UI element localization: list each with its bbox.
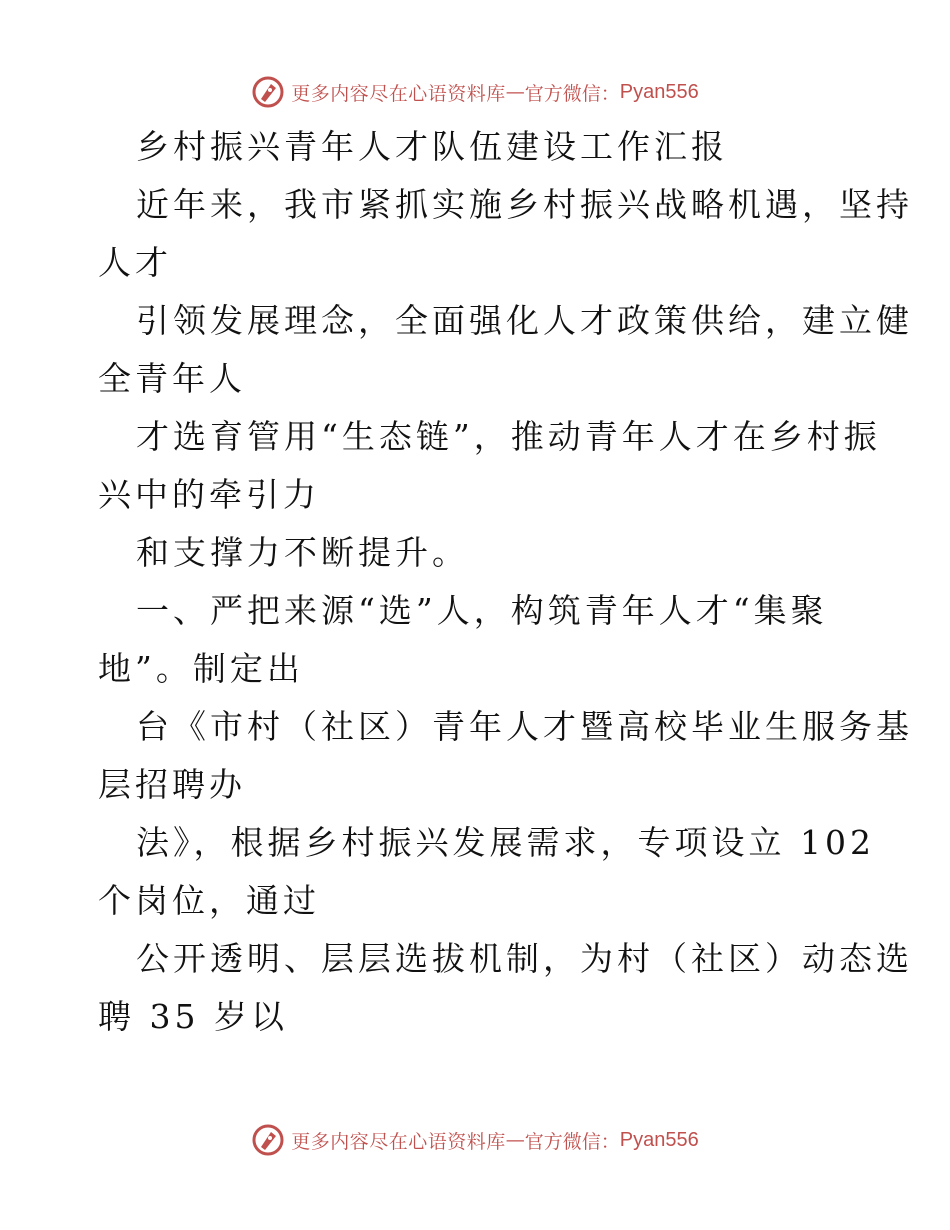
- paragraph-line: 个岗位，通过: [98, 881, 320, 920]
- pen-nib-circle-icon: [251, 1123, 285, 1157]
- banner-wechat-label: 官方微信：: [524, 1130, 620, 1153]
- paragraph-line: 近年来，我市紧抓实施乡村振兴战略机遇，坚持: [136, 185, 913, 224]
- paragraph-line: 台《市村（社区）青年人才暨高校毕业生服务基: [136, 707, 913, 746]
- pen-nib-circle-icon: [251, 75, 285, 109]
- footer-watermark-banner: [0, 1118, 950, 1162]
- paragraph-line: 引领发展理念，全面强化人才政策供给，建立健: [136, 301, 913, 340]
- banner-wechat-id: Pyan556: [619, 80, 699, 103]
- banner-site-text: 更多内容尽在心语资料库: [291, 1130, 506, 1153]
- paragraph-line: 地”。制定出: [98, 649, 304, 688]
- document-body: [98, 118, 913, 1046]
- banner-wechat-id: Pyan556: [619, 1128, 699, 1151]
- paragraph-line: 聘 35 岁以: [98, 997, 288, 1036]
- paragraph-line: 层招聘办: [98, 765, 246, 804]
- banner-dash: —: [505, 81, 525, 103]
- paragraph-line: 兴中的牵引力: [98, 475, 320, 514]
- paragraph-line: 全青年人: [98, 359, 246, 398]
- header-watermark-banner: [0, 70, 950, 114]
- paragraph-line: 法》，根据乡村振兴发展需求，专项设立 102: [136, 823, 875, 862]
- paragraph-line: 公开透明、层层选拔机制，为村（社区）动态选: [136, 939, 913, 978]
- banner-wechat-label: 官方微信：: [524, 82, 620, 105]
- section-heading-line: 一、严把来源“选”人，构筑青年人才“集聚: [136, 591, 828, 630]
- paragraph-line: 和支撑力不断提升。: [136, 533, 469, 572]
- document-title: 乡村振兴青年人才队伍建设工作汇报: [136, 127, 728, 166]
- banner-site-text: 更多内容尽在心语资料库: [291, 82, 506, 105]
- paragraph-line: 人才: [98, 243, 172, 282]
- paragraph-line: 才选育管用“生态链”，推动青年人才在乡村振: [136, 417, 881, 456]
- banner-dash: —: [505, 1129, 525, 1151]
